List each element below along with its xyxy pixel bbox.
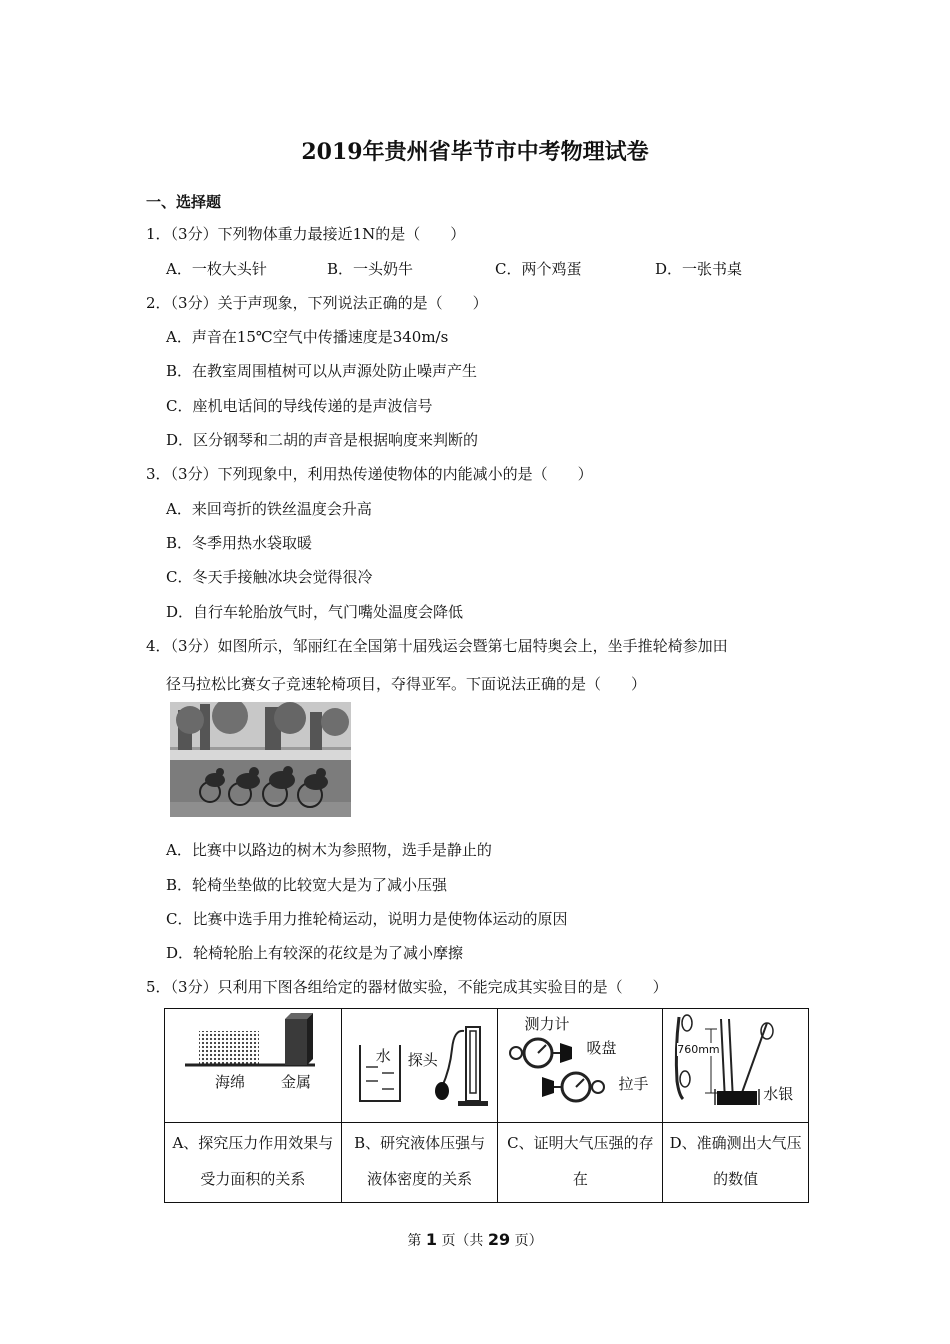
- mm-label: 760mm: [677, 1043, 720, 1056]
- sponge-label: 海绵: [215, 1073, 246, 1091]
- section-heading: 一、选择题: [146, 193, 222, 211]
- question-1-option-a: A．一枚大头针: [166, 260, 267, 278]
- experiment-a-figure: [165, 1009, 342, 1123]
- metal-label: 金属: [281, 1073, 312, 1091]
- experiment-a-caption: [165, 1123, 342, 1203]
- footer-prefix: 第: [407, 1233, 422, 1249]
- experiment-d-caption: [663, 1123, 809, 1203]
- caption-line: 的数值: [713, 1170, 759, 1188]
- question-1-stem: 1．（3分）下列物体重力最接近1N的是（ ）: [146, 225, 466, 243]
- handle-label: 拉手: [618, 1075, 649, 1093]
- question-4-stem: 4．（3分）如图所示，邹丽红在全国第十届残运会暨第七届特奥会上，坐手推轮椅参加田: [146, 637, 728, 655]
- mercury-label: 水银: [763, 1085, 794, 1103]
- experiment-c-caption: [498, 1123, 663, 1203]
- wheelchair-race-photo: [170, 702, 351, 817]
- question-4-option-b: B．轮椅坐垫做的比较宽大是为了减小压强: [166, 876, 448, 894]
- question-5-stem: 5．（3分）只利用下图各组给定的器材做实验，不能完成其实验目的是（ ）: [146, 978, 668, 996]
- page-number: 1: [425, 1230, 437, 1249]
- question-2-option-d: D．区分钢琴和二胡的声音是根据响度来判断的: [166, 431, 479, 449]
- caption-line: 液体密度的关系: [367, 1170, 473, 1188]
- question-4-option-a: A．比赛中以路边的树木为参照物，选手是静止的: [166, 841, 492, 859]
- experiment-table: [164, 1008, 809, 1203]
- question-4-stem-continued: 径马拉松比赛女子竞速轮椅项目，夺得亚军。下面说法正确的是（ ）: [166, 675, 647, 693]
- caption-line: 受力面积的关系: [200, 1170, 306, 1188]
- footer-suffix: 页）: [514, 1233, 543, 1249]
- question-1-option-d: D．一张书桌: [655, 260, 743, 278]
- probe-label: 探头: [407, 1051, 438, 1069]
- caption-line: A、探究压力作用效果与: [172, 1134, 334, 1152]
- caption-line: D、准确测出大气压: [669, 1134, 802, 1152]
- question-2-option-a: A．声音在15℃空气中传播速度是340m/s: [166, 328, 449, 346]
- force-meter-label: 测力计: [524, 1015, 570, 1033]
- caption-line: 在: [572, 1170, 588, 1188]
- page-footer: [0, 1230, 950, 1250]
- experiment-c-figure: [498, 1009, 663, 1123]
- question-2-stem: 2．（3分）关于声现象，下列说法正确的是（ ）: [146, 294, 488, 312]
- question-1-option-b: B．一头奶牛: [327, 260, 414, 278]
- question-4-option-c: C．比赛中选手用力推轮椅运动，说明力是使物体运动的原因: [166, 910, 568, 928]
- water-label: 水: [375, 1047, 391, 1065]
- sucker-label: 吸盘: [586, 1039, 617, 1057]
- experiment-b-caption: [341, 1123, 498, 1203]
- question-1-option-c: C．两个鸡蛋: [495, 260, 582, 278]
- question-3-stem: 3．（3分）下列现象中，利用热传递使物体的内能减小的是（ ）: [146, 465, 593, 483]
- question-3-option-c: C．冬天手接触冰块会觉得很冷: [166, 568, 373, 586]
- question-3-option-d: D．自行车轮胎放气时，气门嘴处温度会降低: [166, 603, 464, 621]
- question-3-option-a: A．来回弯折的铁丝温度会升高: [166, 500, 372, 518]
- experiment-b-figure: [341, 1009, 498, 1123]
- caption-line: B、研究液体压强与: [354, 1134, 486, 1152]
- caption-line: C、证明大气压强的存: [507, 1134, 654, 1152]
- footer-middle: 页（共: [441, 1233, 484, 1249]
- question-2-option-c: C．座机电话间的导线传递的是声波信号: [166, 397, 433, 415]
- question-2-option-b: B．在教室周围植树可以从声源处防止噪声产生: [166, 362, 478, 380]
- page-title: 2019年贵州省毕节市中考物理试卷: [301, 139, 649, 165]
- experiment-d-figure: [663, 1009, 809, 1123]
- total-pages: 29: [487, 1230, 511, 1249]
- question-3-option-b: B．冬季用热水袋取暖: [166, 534, 313, 552]
- question-4-option-d: D．轮椅轮胎上有较深的花纹是为了减小摩擦: [166, 944, 464, 962]
